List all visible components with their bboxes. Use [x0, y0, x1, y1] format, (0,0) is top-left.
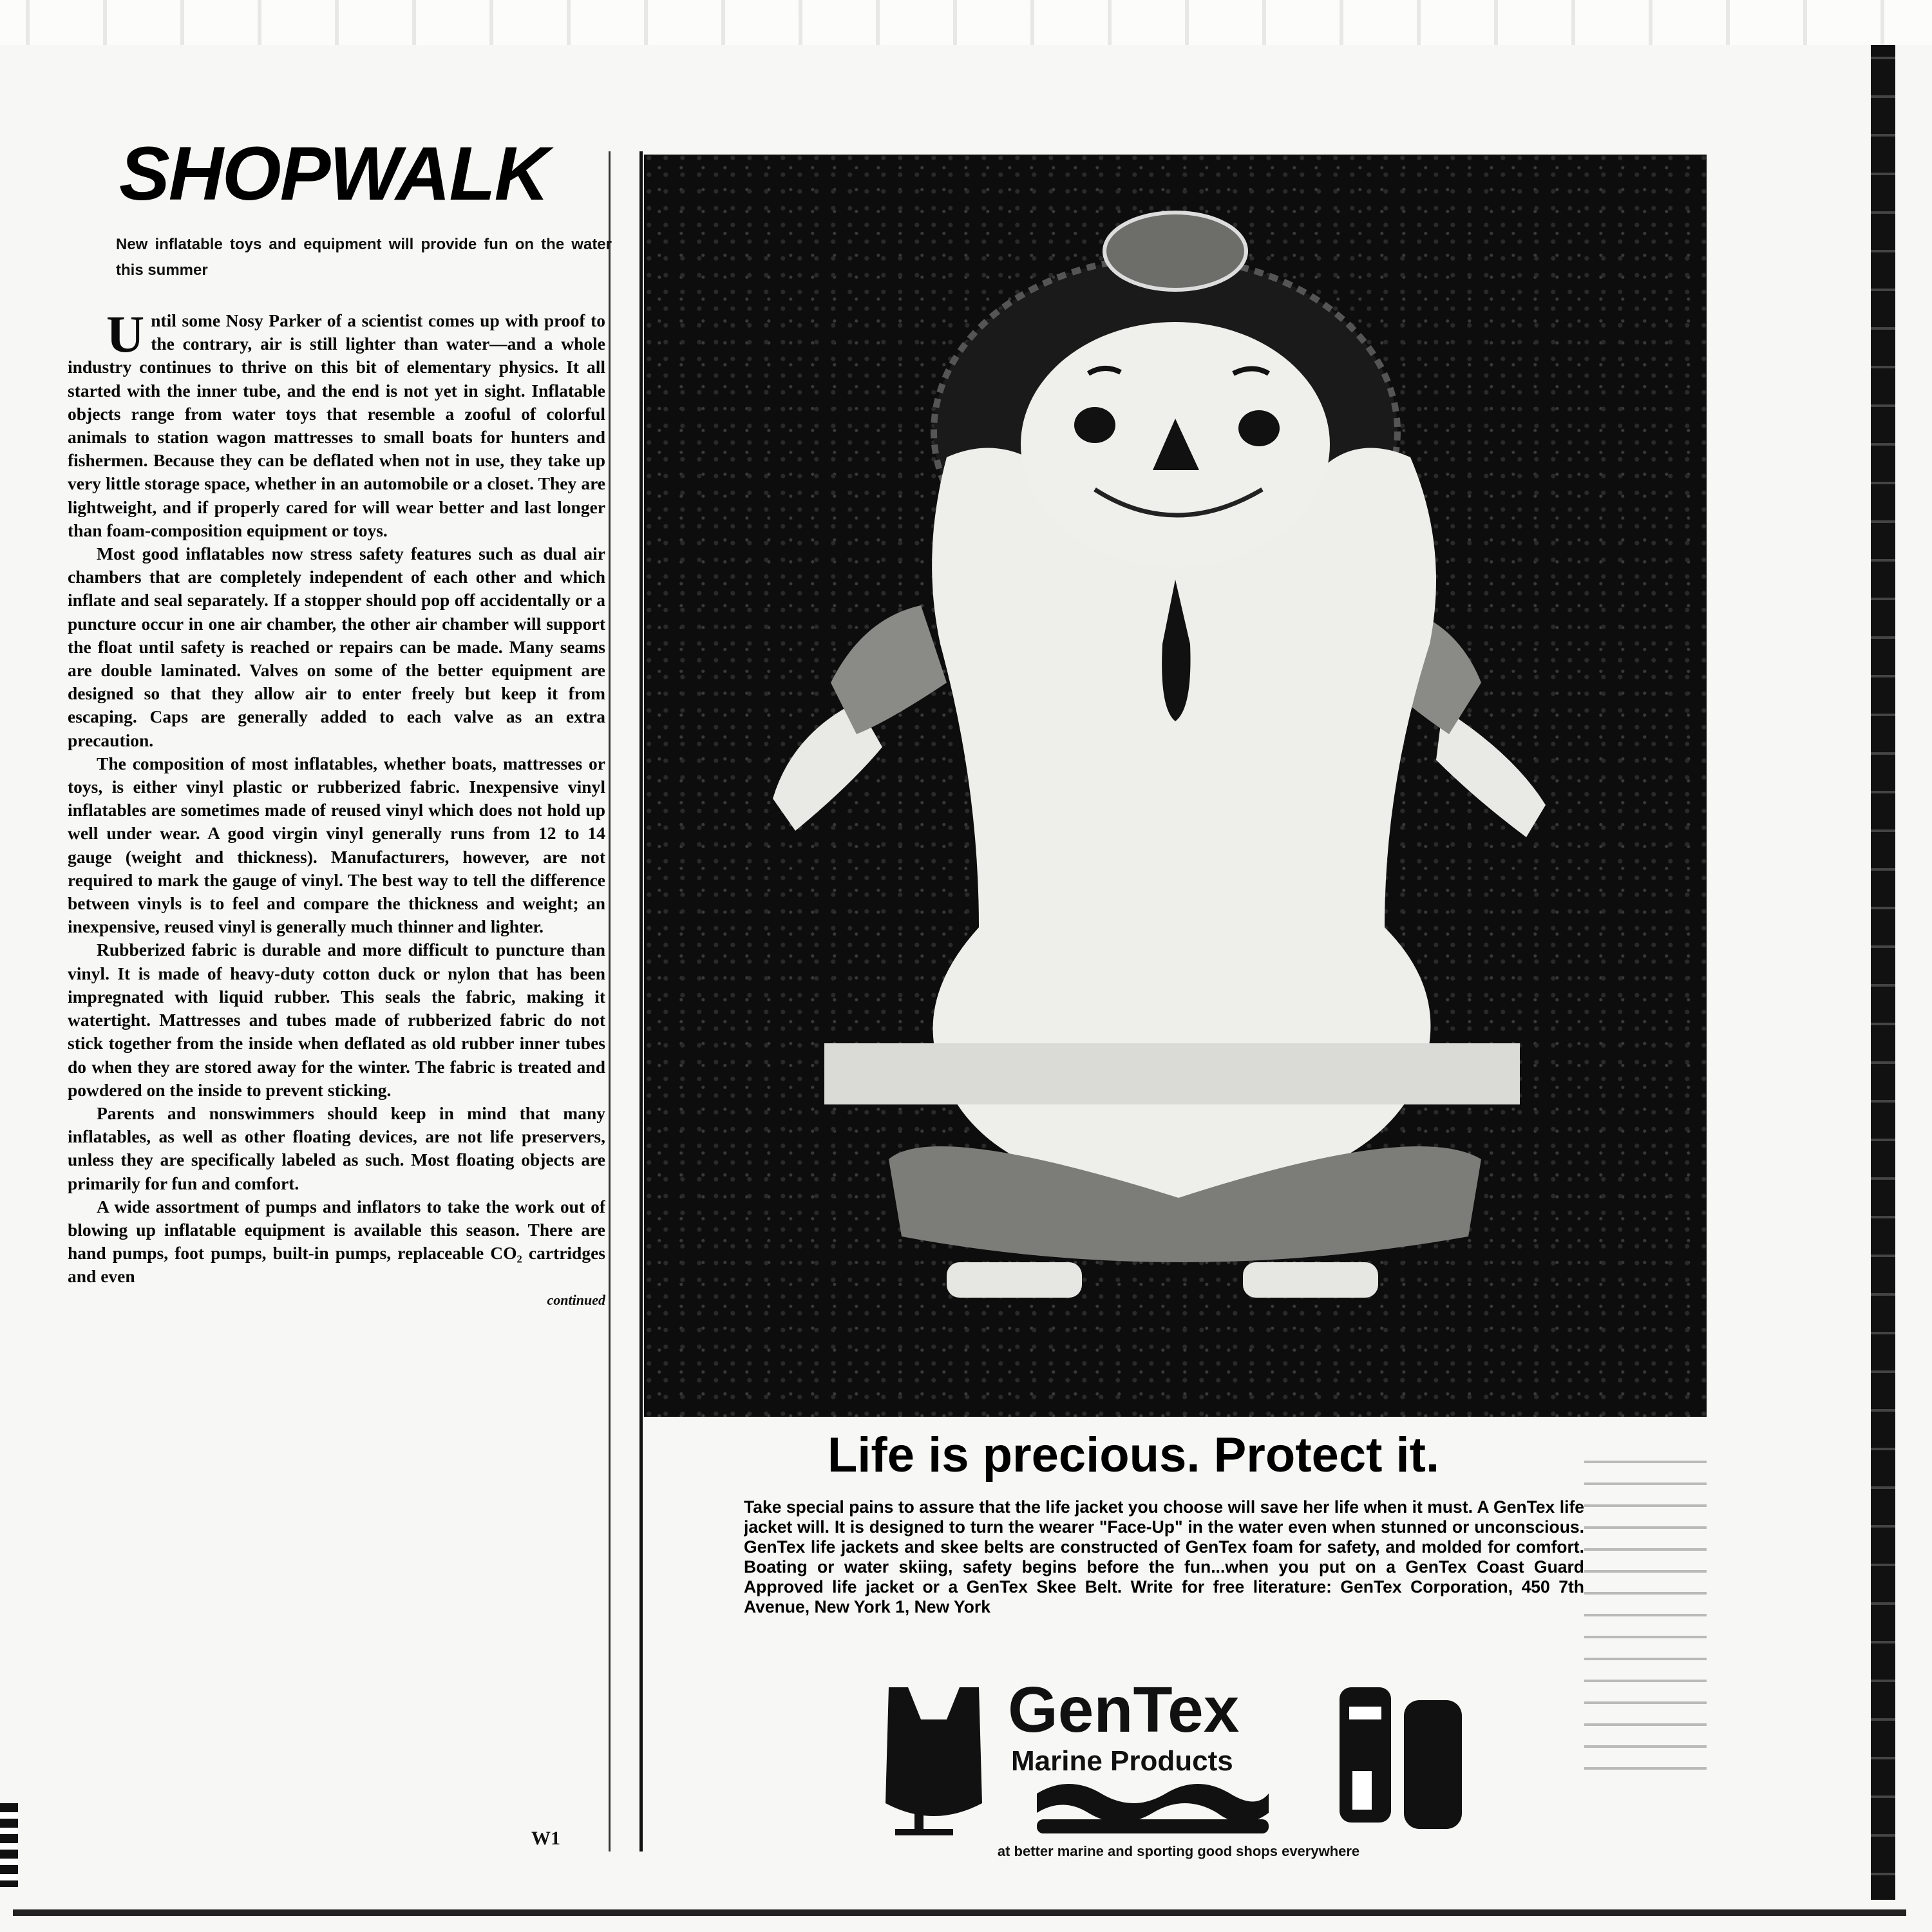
article-paragraph-text: A wide assortment of pumps and inflators to take the work out of blowing up inflatable equipment is available this season. There are hand pumps, foot pumps, built-in pumps, replaceable CO₂ cartridges and even [68, 1196, 605, 1287]
article-paragraph [68, 1195, 605, 1312]
life-jacket-strap [824, 1043, 1520, 1104]
doll-hair-bow [1104, 213, 1246, 290]
article-paragraph: Parents and nonswimmers should keep in mind that many inflatables, as well as other floating devices, are not life preservers, unless they are specifically labeled as such. Most floating objects are primarily for fun and comfort. [68, 1103, 605, 1193]
doll-left-foot [947, 1262, 1082, 1298]
page-code: W1 [531, 1828, 560, 1849]
doll-left-sleeve [831, 605, 947, 734]
brand-logo-block [869, 1674, 1481, 1842]
doll-left-eye [1074, 407, 1115, 443]
column-deck: New inflatable toys and equipment will provide fun on the water this summer [116, 236, 612, 279]
article-paragraph: Rubberized fabric is durable and more difficult to puncture than vinyl. It is made of heavy-duty cotton duck or nylon that has been impregnated with liquid rubber. This seals the fabric, making it watertight. Mattresses and tubes made of rubberized fabric do not stick together from the inside when deflated as old rubber inner tubes do when they are stored away for the winter. The fabric is treated and powdered on the inside to prevent sticking. [68, 940, 605, 1100]
scan-left-marks [0, 1803, 18, 1887]
ad-photo [644, 155, 1707, 1417]
article-paragraph-text: ntil some Nosy Parker of a scientist comes up with proof to the contrary, air is still lighter than water—and a whole industry continues to thrive on this bit of elementary physics. It all started with the inner tube, and the end is not yet in sight. Inflatable objects range from water toys that resemble a zooful of colorful animals to station wagon mattresses to small boats for hunters and fishermen. Because they can be deflated when not in use, they take up very little storage space, whether in an automobile or a closet. They are lightweight, and if properly cared for will wear better and last longer than foam-composition equipment or toys. [68, 310, 605, 540]
ad-headline: Life is precious. Protect it. [827, 1428, 1440, 1482]
drop-cap: U [106, 309, 145, 363]
article-body [68, 309, 605, 1797]
wave-icon [1030, 1781, 1275, 1839]
ad-body-copy: Take special pains to assure that the life jacket you choose will save her life when it must. A GenTex life jacket will. It is designed to turn the wearer "Face-Up" in the water even when stunned or unconscious. GenTex life jackets and skee belts are constructed of GenTex foam for safety, and molded for comfort. Boating or water skiing, safety begins before the fun...when you put on a GenTex Coast Guard Approved life jacket or a GenTex Skee Belt. Write for free literature: GenTex Corporation, 450 7th Avenue, New York 1, New York [744, 1497, 1584, 1616]
life-jacket-icon [869, 1674, 998, 1842]
column-rule [639, 151, 643, 1852]
brand-subtitle: Marine Products [1011, 1745, 1233, 1777]
article-paragraph [68, 309, 605, 542]
doll-right-foot [1243, 1262, 1378, 1298]
continued-label: continued [547, 1291, 605, 1308]
brand-name: GenTex [1008, 1674, 1240, 1746]
brand-tagline: at better marine and sporting good shops everywhere [997, 1843, 1360, 1859]
column-rule-thin [609, 151, 611, 1852]
column-title: SHOPWALK [119, 131, 548, 216]
rag-doll-illustration [644, 155, 1707, 1417]
bleed-through-text [1584, 1449, 1707, 1771]
scan-top-edge [0, 0, 1932, 45]
scan-right-edge [1871, 45, 1895, 1900]
doll-right-eye [1238, 410, 1280, 446]
ski-belt-icon [1333, 1681, 1468, 1835]
article-paragraph: Most good inflatables now stress safety features such as dual air chambers that are completely independent of each other and which inflate and seal separately. If a stopper should pop off accidentally or a puncture occur in one air chamber, the other air chamber will support the float until safety is reached or repairs can be made. Many seams are double laminated. Valves on some of the better equipment are designed so that they allow air to enter freely but keep it from escaping. Caps are generally added to each valve as an extra precaution. [68, 544, 605, 750]
scan-bottom-edge [13, 1909, 1906, 1916]
article-paragraph: The composition of most inflatables, whether boats, mattresses or toys, is either vinyl plastic or rubberized fabric. Inexpensive vinyl inflatables are sometimes made of reused vinyl which does not hold up well under wear. A good virgin vinyl generally runs from 12 to 14 gauge (weight and thickness). Manufacturers, however, are not required to mark the gauge of vinyl. The best way to tell the difference between vinyls is to feel and compare the thickness and weight; an inexpensive, reused vinyl is generally much thinner and lighter. [68, 753, 605, 937]
